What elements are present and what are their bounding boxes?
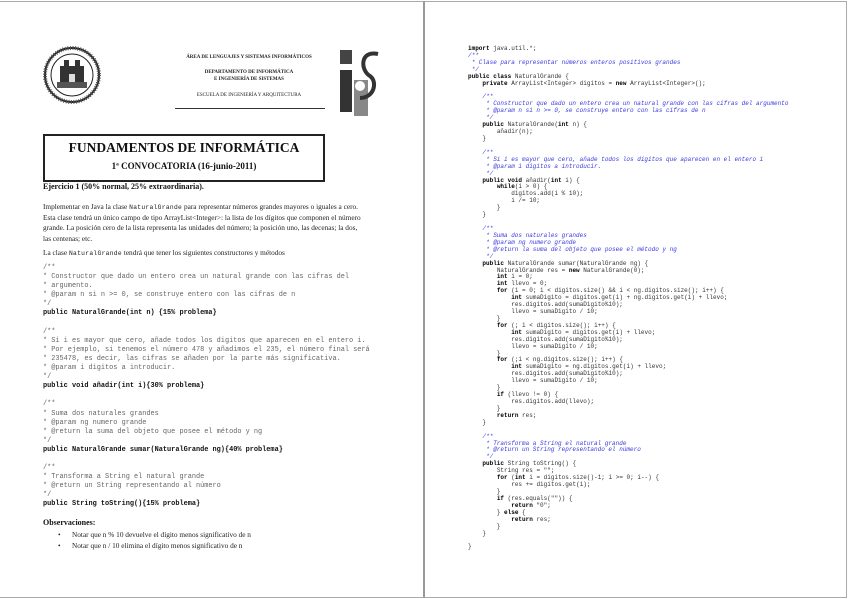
code-line: * Constructor que dado un entero crea un natural grande con las cifras del xyxy=(43,273,349,282)
keyword: public xyxy=(482,176,505,184)
code-line: int sumaDigito = ng.digitos.get(i) + llevo; xyxy=(511,363,667,371)
text: grande. La posición cero de la lista representa las unidades del número; la posición uno, las decenas; la dos, xyxy=(43,223,358,233)
keyword: if xyxy=(496,494,505,502)
keyword: private xyxy=(482,79,508,87)
code-line: if (llevo != 0) { xyxy=(496,391,559,399)
code-line: */ xyxy=(43,300,52,309)
code-line: int i = 0; xyxy=(496,273,533,281)
class-name: NaturalGrande xyxy=(68,250,122,257)
method-signature: public NaturalGrande sumar(NaturalGrande ng){40% problema} xyxy=(43,445,283,454)
code-line: public void añadir(int i) { xyxy=(482,176,580,184)
keyword: int xyxy=(496,280,508,288)
observation-item: • Notar que n / 10 elimina el dígito menos significativo de n xyxy=(58,541,243,550)
code-line: } xyxy=(468,349,501,357)
code-line xyxy=(468,143,788,150)
code-line: * @param ng numero grande xyxy=(43,418,147,427)
lsi-logo xyxy=(338,48,384,118)
keyword: for xyxy=(496,287,508,295)
text: para representar números grandes mayores o iguales a cero. xyxy=(182,202,358,211)
class-sentence xyxy=(43,248,285,260)
keyword: int xyxy=(511,328,523,336)
code-line xyxy=(43,455,370,464)
keyword: int xyxy=(511,294,523,302)
code-comment-line: * @param ng numero grande xyxy=(468,238,577,246)
intro-line xyxy=(43,234,92,245)
code-line: /** xyxy=(43,464,56,473)
code-line: * @return un String representando al número xyxy=(43,482,221,491)
document-page-2 xyxy=(425,1,847,598)
code-line: /** xyxy=(43,327,56,336)
text: tendrá que tener los siguientes constructores y métodos xyxy=(121,248,285,257)
code-line: int sumaDigito = digitos.get(i) + llevo; xyxy=(511,328,656,336)
code-line: public NaturalGrande(int n) { xyxy=(482,121,587,129)
document-page-1 xyxy=(0,1,425,598)
code-line: public String toString() { xyxy=(482,460,577,468)
code-line: for (; i < digitos.size(); i++) { xyxy=(496,321,616,329)
keyword: int xyxy=(514,474,526,482)
code-comment-line: * @param i digitos a introducir. xyxy=(468,162,602,170)
code-line: * Suma dos naturales grandes xyxy=(43,409,159,418)
code-line: int sumaDigito = digitos.get(i) + ng.digitos.get(i) + llevo; xyxy=(511,294,728,302)
text: Esta clase tendrá un único campo de tipo ArrayList<Integer>: la lista de los dígitos que componen el número xyxy=(43,212,361,222)
code-line: * 235478, es decir, las cifras se añaden por la parte más significativa. xyxy=(43,354,341,363)
method-signature: public void añadir(int i){30% problema} xyxy=(43,382,205,391)
code-comment-line: */ xyxy=(468,169,494,177)
code-line: añadir(n); xyxy=(496,128,533,136)
code-line: } xyxy=(468,384,501,392)
code-line xyxy=(43,391,370,400)
exercise-heading: Ejercicio 1 (50% normal, 25% extraordinaria). xyxy=(43,182,204,191)
observation-item: • Notar que n % 10 devuelve el dígito menos significativo de n xyxy=(58,530,251,539)
text: las centenas; etc. xyxy=(43,234,93,244)
code-line: llevo = sumaDigito / 10; xyxy=(511,377,598,385)
code-comment-line: */ xyxy=(468,453,494,461)
code-line: import java.util.*; xyxy=(468,45,537,52)
header-area: ÁREA DE LENGUAJES Y SISTEMAS INFORMÁTICOS xyxy=(186,55,312,60)
code-line: /** xyxy=(43,400,56,409)
exam-title-box xyxy=(43,134,325,182)
code-line: digitos.add(i % 10); xyxy=(511,190,584,198)
code-line: while(i > 0) { xyxy=(496,183,548,191)
code-comment-line: */ xyxy=(468,114,494,122)
code-comment-line: * Suma dos naturales grandes xyxy=(468,231,587,239)
keyword: else xyxy=(504,508,519,516)
keyword: class xyxy=(493,72,512,80)
header-divider xyxy=(175,108,325,109)
code-line: res.digitos.add(sumaDigito%10); xyxy=(511,370,623,378)
code-comment-line: /** xyxy=(468,51,479,59)
code-line: for (;i < ng.digitos.size(); i++) { xyxy=(496,356,623,364)
class-name: NaturalGrande xyxy=(129,204,183,211)
keyword: return xyxy=(511,515,533,523)
code-line: llevo = sumaDigito / 10; xyxy=(511,342,598,350)
header-department-1: DEPARTAMENTO DE INFORMÁTICA xyxy=(204,70,294,75)
keyword: void xyxy=(507,176,523,184)
code-line: * @return la suma del objeto que posee el método y ng xyxy=(43,427,263,436)
code-comment-line: * @return un String representando el número xyxy=(468,446,641,454)
code-comment-line: * Clase para representar números enteros positivos grandes xyxy=(468,58,681,66)
code-line: res.digitos.add(sumaDigito%10); xyxy=(511,335,623,343)
keyword: public xyxy=(482,259,505,267)
keyword: int xyxy=(550,176,562,184)
code-line: res.digitos.add(llevo); xyxy=(511,398,595,406)
code-comment-line: */ xyxy=(468,65,479,73)
observation-text: Notar que n % 10 devuelve el dígito menos significativo de n xyxy=(72,530,251,539)
method-signature: public String toString(){15% problema} xyxy=(43,500,201,509)
keyword: return xyxy=(496,411,519,419)
code-comment-line: * Si i es mayor que cero, añade todos los digitos que aparecen en el entero i xyxy=(468,155,764,163)
code-line: } xyxy=(468,543,472,551)
code-line: * Transforma a String el natural grande xyxy=(43,473,205,482)
keyword: if xyxy=(496,391,505,399)
code-line: } xyxy=(468,529,487,537)
code-comment-line: * Transforma a String el natural grande xyxy=(468,439,627,447)
code-line: res.digitos.add(sumaDigito%10); xyxy=(511,301,623,309)
exam-title: FUNDAMENTOS DE INFORMÁTICA xyxy=(68,140,300,155)
exam-subtitle: 1ª CONVOCATORIA (16-junio-2011) xyxy=(111,161,257,171)
keyword: for xyxy=(496,474,508,482)
code-line: int llevo = 0; xyxy=(496,280,548,288)
code-comment-line: /** xyxy=(468,432,494,440)
code-line: } xyxy=(468,488,501,495)
observation-text: Notar que n / 10 elimina el dígito menos significativo de n xyxy=(72,541,243,550)
code-line: private ArrayList<Integer> digitos = new ArrayList<Integer>(); xyxy=(482,79,706,87)
code-line: } xyxy=(468,211,487,219)
code-comment-line: * Constructor que dado un entero crea un natural grande con las cifras del argumento xyxy=(468,100,789,108)
keyword: public xyxy=(482,460,505,468)
code-line: /** xyxy=(43,264,56,272)
code-line: res += digitos.get(i); xyxy=(511,481,591,489)
keyword: for xyxy=(496,356,508,364)
code-comment-line: * @return la suma del objeto que posee el método y ng xyxy=(468,245,677,253)
keyword: new xyxy=(615,79,627,87)
code-line: } else { xyxy=(468,508,526,516)
code-line: */ xyxy=(43,491,52,500)
code-line: } xyxy=(468,522,501,530)
code-line: } xyxy=(468,404,501,412)
code-comment-line: /** xyxy=(468,224,494,232)
code-line: llevo = sumaDigito / 10; xyxy=(511,308,598,316)
code-line: return res; xyxy=(511,515,551,523)
keyword: new xyxy=(568,266,580,274)
observations-heading: Observaciones: xyxy=(43,518,96,527)
code-line xyxy=(468,88,788,95)
code-line: NaturalGrande res = new NaturalGrande(0); xyxy=(496,266,645,274)
keyword: int xyxy=(558,121,569,129)
code-line xyxy=(468,537,788,544)
code-line xyxy=(468,219,788,226)
code-line: * Si i es mayor que cero, añade todos los digitos que aparecen en el entero i. xyxy=(43,336,366,345)
code-line: for (i = 0; i < digitos.size() && i < ng.digitos.size(); i++) { xyxy=(496,287,724,295)
code-line: return "0"; xyxy=(511,501,551,509)
method-signature: public NaturalGrande(int n) {15% problema} xyxy=(43,309,217,318)
code-line: } xyxy=(468,418,487,426)
code-line xyxy=(43,319,370,328)
java-source-code xyxy=(468,46,788,551)
code-line: public class NaturalGrande { xyxy=(468,72,569,80)
code-line: } xyxy=(468,134,487,142)
university-seal-logo xyxy=(43,46,101,104)
code-line: * argumento. xyxy=(43,282,93,291)
header-school: ESCUELA DE INGENIERÍA Y ARQUITECTURA xyxy=(196,93,302,98)
code-line: * @param i digitos a introducir. xyxy=(43,364,176,373)
text: Implementar en Java la clase xyxy=(43,202,130,211)
code-line: } xyxy=(468,314,501,322)
intro-line xyxy=(43,223,357,234)
code-line: i /= 10; xyxy=(511,197,541,205)
keyword: int xyxy=(496,273,508,281)
code-line xyxy=(468,427,788,434)
code-line: return res; xyxy=(496,411,537,419)
code-line: public NaturalGrande sumar(NaturalGrande ng) { xyxy=(482,259,649,267)
intro-line xyxy=(43,213,361,224)
code-comment-line: /** xyxy=(468,93,494,101)
code-comment-line: * @param n si n >= 0, se construye entero con las cifras de n xyxy=(468,107,706,115)
keyword: public xyxy=(468,72,490,80)
keyword: public xyxy=(482,121,505,129)
keyword: import xyxy=(468,45,490,52)
code-comment-line: */ xyxy=(468,252,494,260)
keyword: return xyxy=(511,501,533,509)
header-department-2: E INGENIERÍA DE SISTEMAS xyxy=(214,77,284,82)
code-comment-line: /** xyxy=(468,148,494,156)
code-line: String res = ""; xyxy=(496,467,555,475)
code-line: */ xyxy=(43,373,52,382)
code-line: } xyxy=(468,204,501,212)
code-line: if (res.equals("")) { xyxy=(496,494,573,502)
code-line: * @param n si n >= 0, se construye entero con las cifras de n xyxy=(43,291,296,300)
code-line: * Por ejemplo, si tenemos el número 478 y añadimos el 235, el número final será xyxy=(43,345,370,354)
keyword: while xyxy=(496,183,515,191)
code-line: */ xyxy=(43,436,52,445)
code-line: for (int i = digitos.size()-1; i >= 0; i--) { xyxy=(496,474,659,482)
keyword: int xyxy=(511,363,523,371)
method-spec-code xyxy=(43,264,370,510)
text: La clase xyxy=(43,248,69,257)
keyword: for xyxy=(496,321,508,329)
